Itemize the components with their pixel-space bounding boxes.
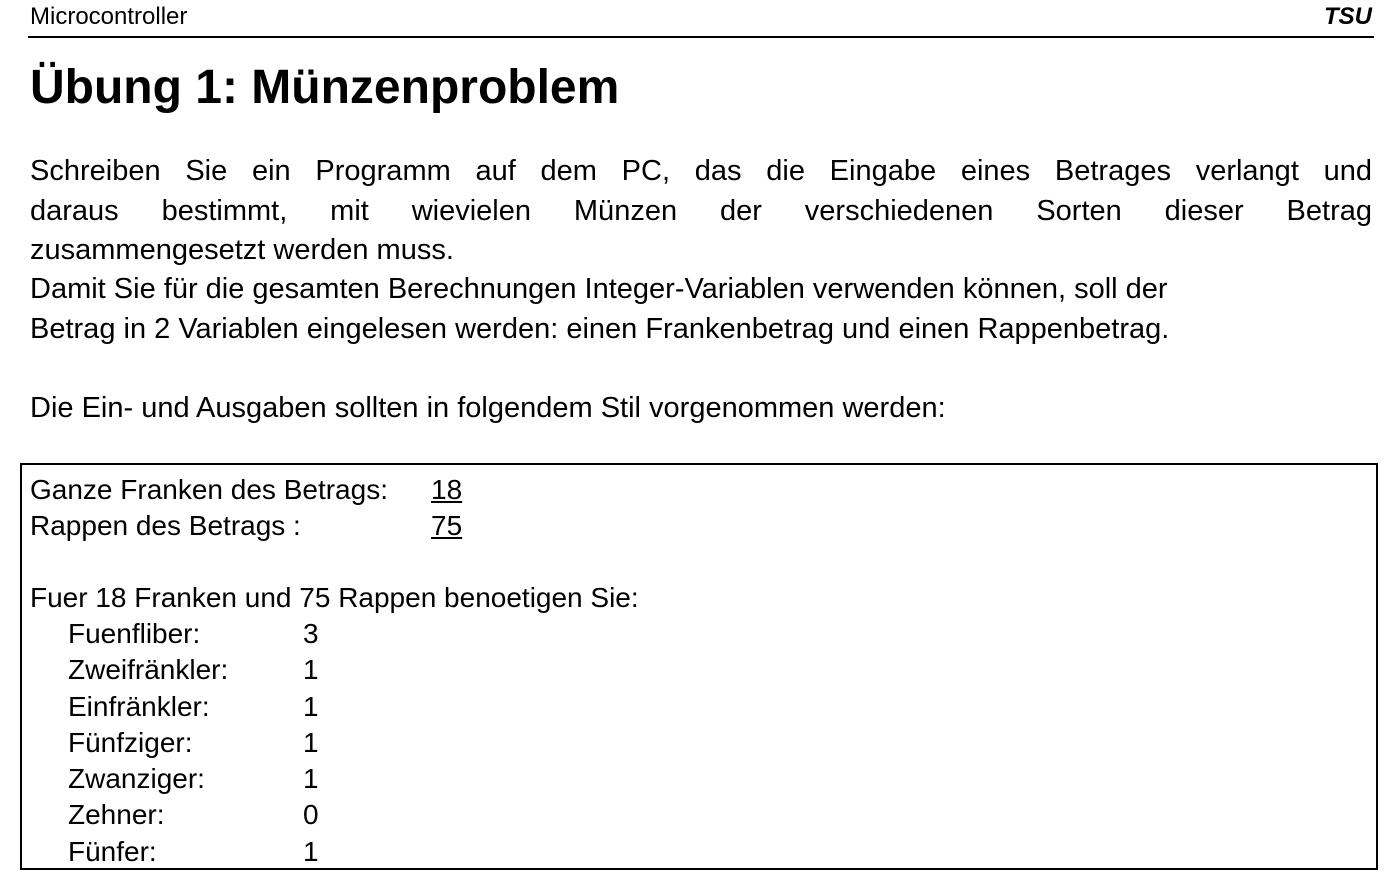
page-header xyxy=(28,0,1374,38)
io-style-intro: Die Ein- und Ausgaben sollten in folgendem Stil vorgenommen werden: xyxy=(30,392,946,424)
header-school-abbreviation: TSU xyxy=(1324,3,1372,30)
coin-count: 1 xyxy=(303,726,319,758)
coin-count: 0 xyxy=(303,799,319,831)
task-description-line-1: Schreiben Sie ein Programm auf dem PC, das die Eingabe eines Betrages verlangt und xyxy=(30,155,1372,187)
example-io-box xyxy=(20,463,1378,870)
coin-name: Fünfer: xyxy=(68,835,157,867)
header-course-name: Microcontroller xyxy=(30,3,188,30)
input-franken-line xyxy=(30,473,630,507)
input-franken-value: 18 xyxy=(431,474,463,505)
coin-row-zwanziger xyxy=(68,762,468,798)
input-rappen-line xyxy=(30,509,630,543)
coin-count: 1 xyxy=(303,835,319,867)
coin-name: Zwanziger: xyxy=(68,763,205,795)
coin-row-zehner xyxy=(68,798,468,834)
coin-row-zweifraenkler xyxy=(68,653,468,689)
result-summary: Fuer 18 Franken und 75 Rappen benoetigen Sie: xyxy=(30,582,639,613)
variable-note-line-2: Betrag in 2 Variablen eingelesen werden: einen Frankenbetrag und einen Rappenbetrag. xyxy=(30,312,1170,345)
coin-list xyxy=(68,617,468,871)
coin-name: Zehner: xyxy=(68,799,165,831)
task-description xyxy=(30,152,1372,271)
coin-name: Fuenfliber: xyxy=(68,618,201,649)
variable-note xyxy=(30,270,1372,349)
coin-name: Fünfziger: xyxy=(68,726,193,758)
coin-row-fuenfer xyxy=(68,835,468,871)
coin-row-einfraenkler xyxy=(68,690,468,726)
task-description-line-3: zusammengesetzt werden muss. xyxy=(30,234,454,266)
coin-count: 1 xyxy=(303,690,319,722)
coin-row-fuenfziger xyxy=(68,726,468,762)
input-franken-label: Ganze Franken des Betrags: xyxy=(30,474,388,505)
coin-count: 1 xyxy=(303,654,319,686)
exercise-title: Übung 1: Münzenproblem xyxy=(30,61,620,114)
coin-name: Zweifränkler: xyxy=(68,654,229,686)
input-rappen-label: Rappen des Betrags : xyxy=(30,510,301,541)
coin-count: 1 xyxy=(303,763,319,795)
coin-row-fuenfliber xyxy=(68,617,468,653)
coin-name: Einfränkler: xyxy=(68,690,210,722)
input-rappen-value: 75 xyxy=(431,510,463,541)
task-description-line-2: daraus bestimmt, mit wievielen Münzen der verschiedenen Sorten dieser Betrag xyxy=(30,194,1372,227)
coin-count: 3 xyxy=(303,618,319,649)
variable-note-line-1: Damit Sie für die gesamten Berechnungen Integer-Variablen verwenden können, soll der xyxy=(30,273,1168,305)
